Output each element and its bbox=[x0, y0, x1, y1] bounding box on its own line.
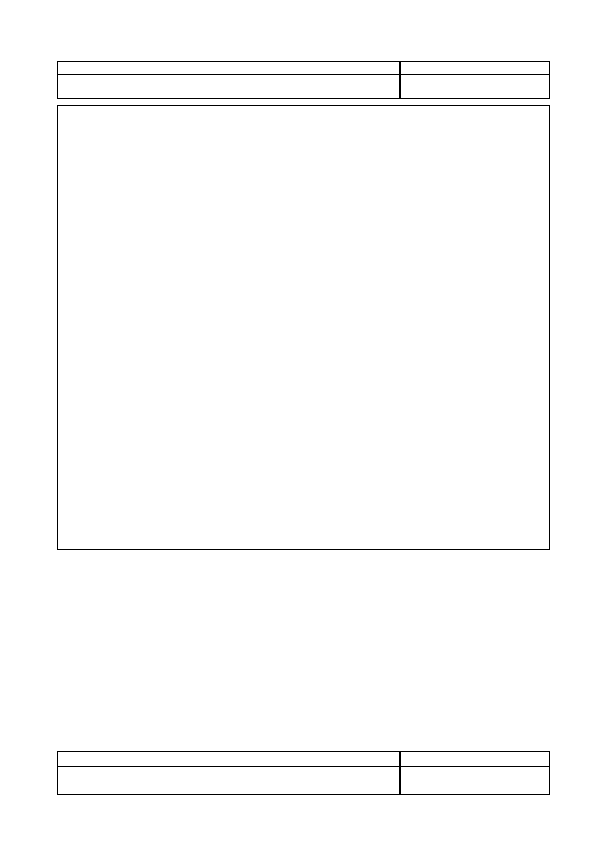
reflection-box[interactable] bbox=[57, 751, 400, 795]
parent-comment-box[interactable] bbox=[400, 751, 550, 795]
schedule-table bbox=[57, 105, 550, 550]
parent-message-box[interactable] bbox=[400, 61, 550, 99]
slogan-box bbox=[57, 61, 400, 99]
